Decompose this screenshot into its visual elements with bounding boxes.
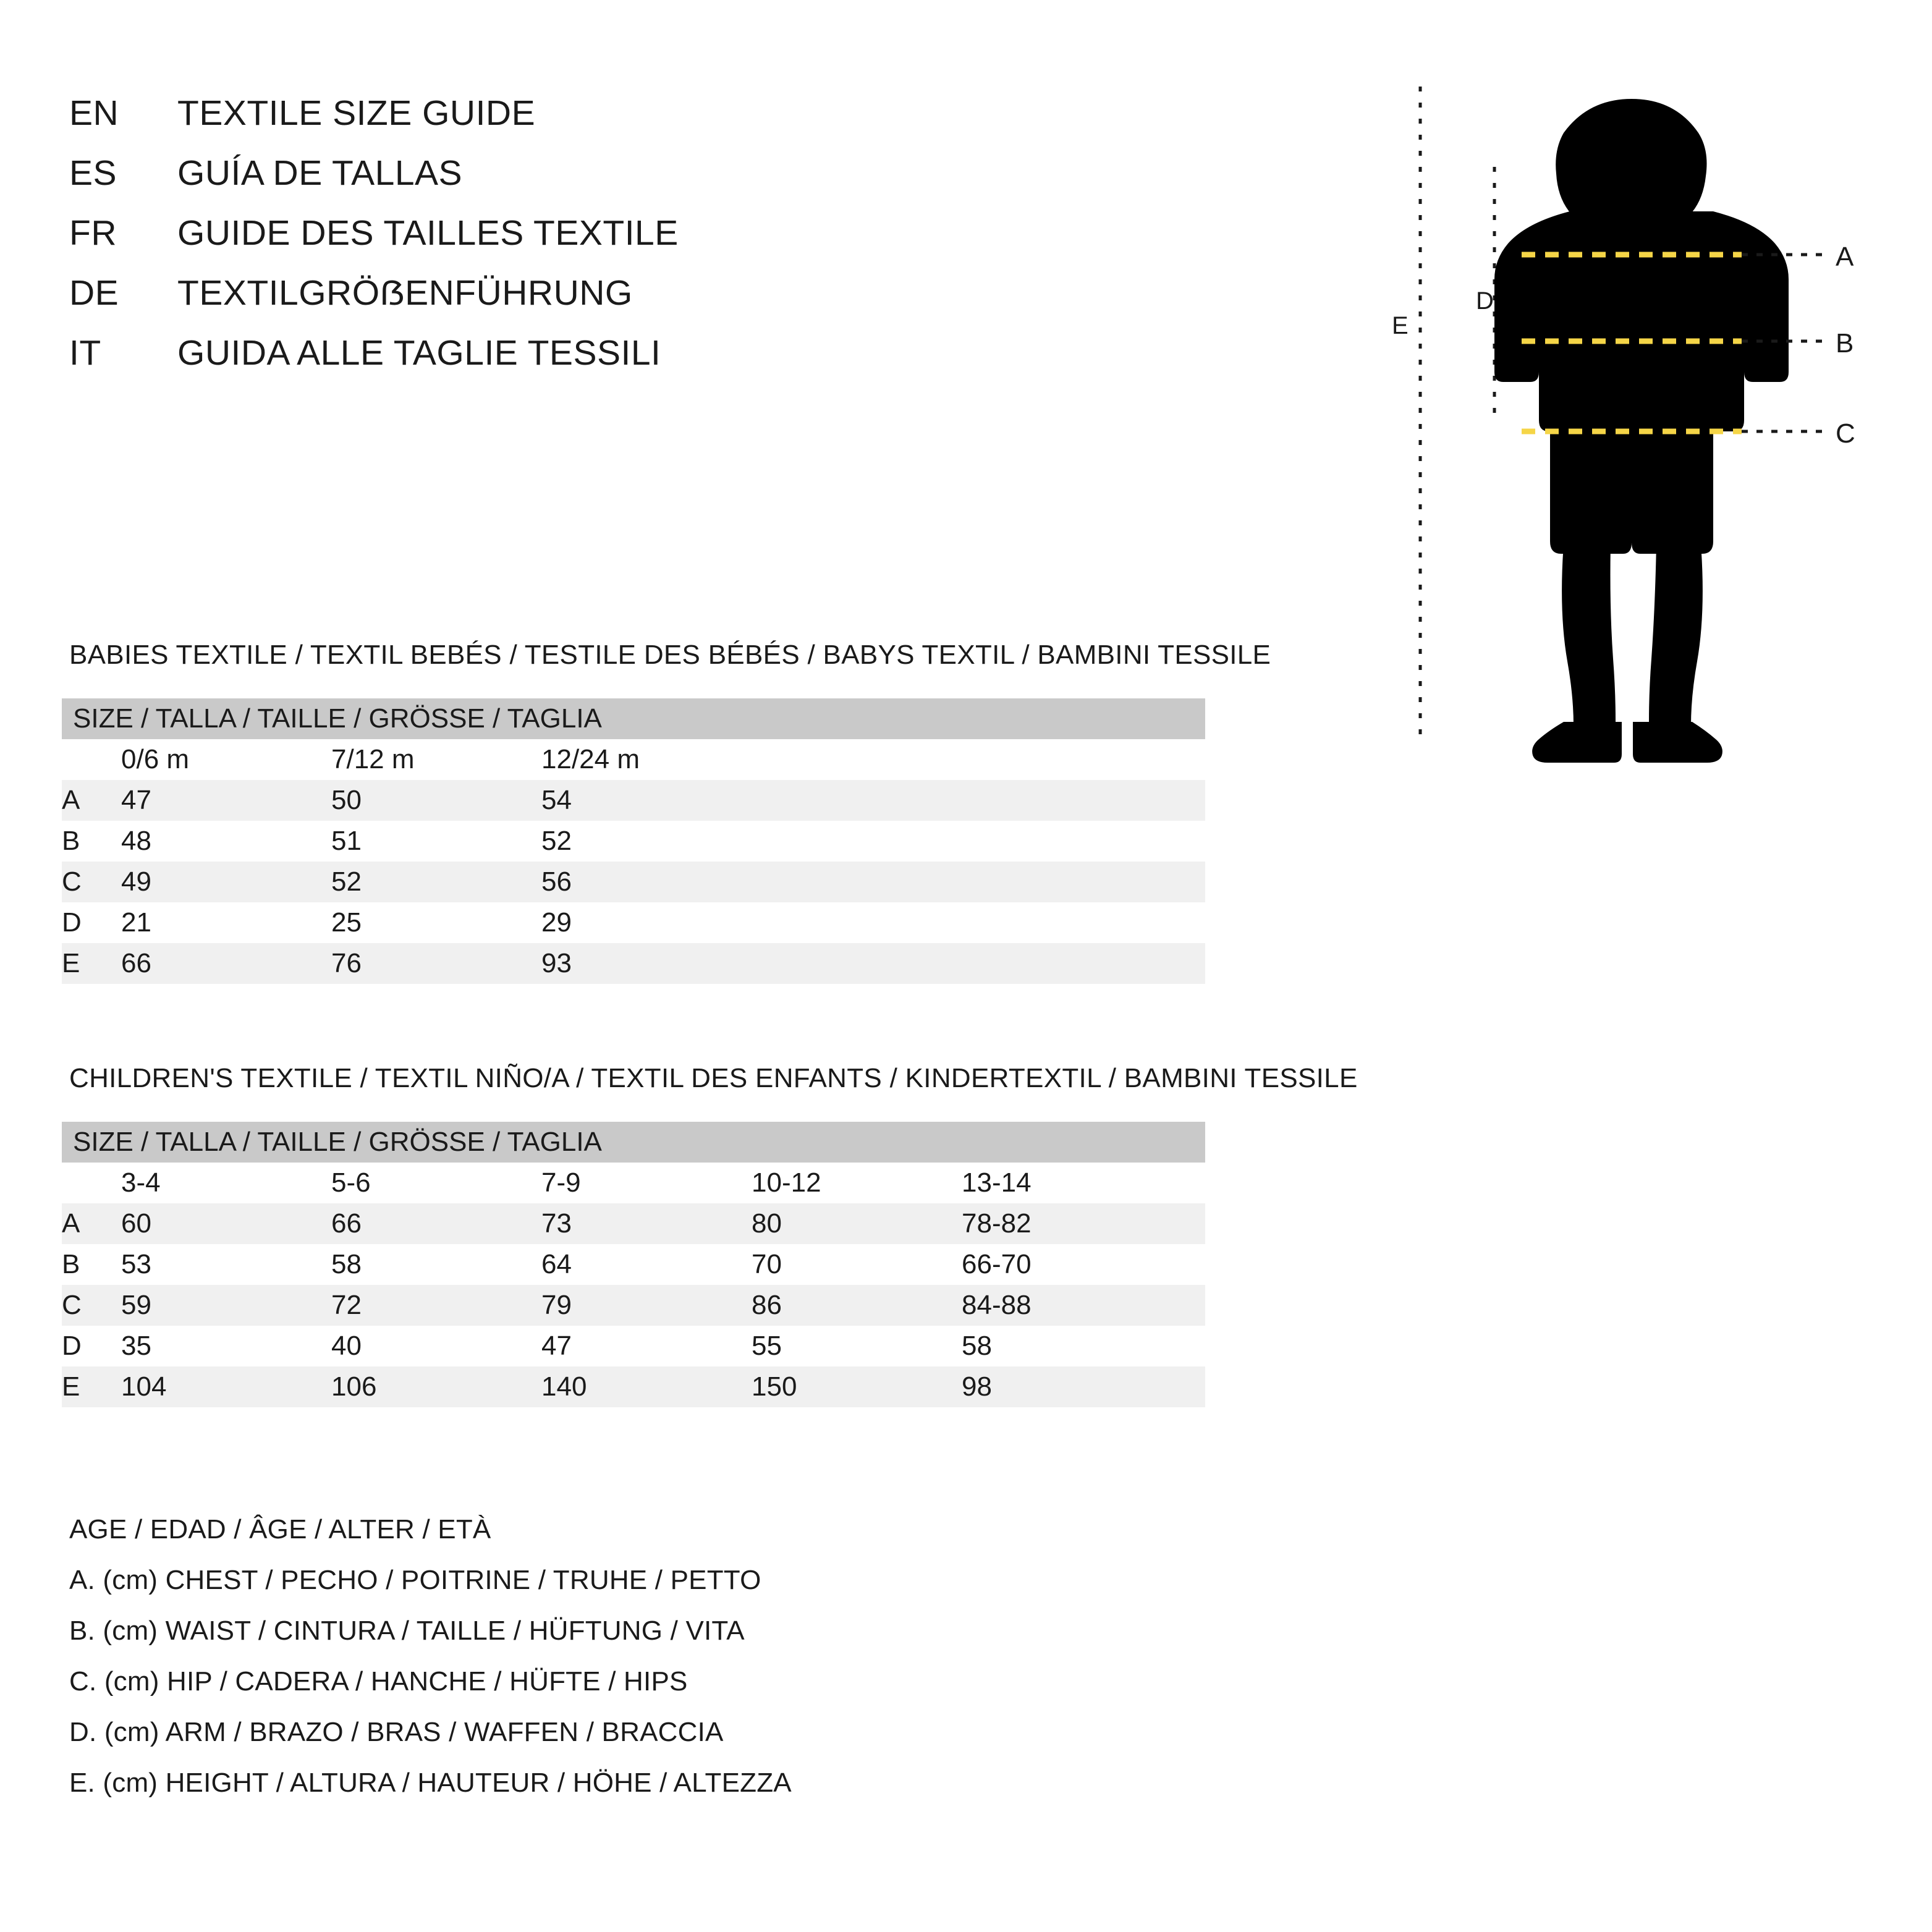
children-cell-a-2: 73 xyxy=(541,1203,752,1244)
table-row xyxy=(62,821,1205,862)
children-cell-a-3: 80 xyxy=(752,1203,962,1244)
table-row xyxy=(62,862,1205,902)
table-row xyxy=(62,1203,1205,1244)
children-cell-e-2: 140 xyxy=(541,1366,752,1407)
children-cell-c-3: 86 xyxy=(752,1285,962,1326)
children-cell-b-3: 70 xyxy=(752,1244,962,1285)
children-cell-e-3: 150 xyxy=(752,1366,962,1407)
legend-line-e: E. (cm) HEIGHT / ALTURA / HAUTEUR / HÖHE / ALTEZZA xyxy=(69,1768,792,1798)
legend-line-b: B. (cm) WAIST / CINTURA / TAILLE / HÜFTUNG / VITA xyxy=(69,1616,745,1646)
legend-title: AGE / EDAD / ÂGE / ALTER / ETÀ xyxy=(69,1514,491,1544)
children-row-label-d: D xyxy=(62,1326,121,1366)
title-block xyxy=(69,93,1182,392)
title-text-it: GUIDA ALLE TAGLIE TESSILI xyxy=(177,333,661,373)
babies-row-label-c: C xyxy=(62,862,121,902)
children-cell-d-3: 55 xyxy=(752,1326,962,1366)
legend-line-a: A. (cm) CHEST / PECHO / POITRINE / TRUHE / PETTO xyxy=(69,1565,761,1595)
title-text-de: TEXTILGRÖẞENFÜHRUNG xyxy=(177,273,633,313)
babies-col-1: 7/12 m xyxy=(331,739,541,780)
babies-cell-c-0: 49 xyxy=(121,862,331,902)
children-size-table xyxy=(62,1122,1205,1407)
figure-label-e: E xyxy=(1392,312,1409,339)
children-band-row xyxy=(62,1122,1205,1163)
children-cell-b-2: 64 xyxy=(541,1244,752,1285)
children-cell-a-1: 66 xyxy=(331,1203,541,1244)
title-row-en xyxy=(69,93,1182,153)
language-code-en: EN xyxy=(69,93,119,133)
figure-label-a: A xyxy=(1836,242,1854,272)
children-cell-c-1: 72 xyxy=(331,1285,541,1326)
babies-cell-e-1: 76 xyxy=(331,943,541,984)
babies-cell-d-2: 29 xyxy=(541,902,1205,943)
title-row-es xyxy=(69,153,1182,213)
figure-label-c: C xyxy=(1836,418,1855,449)
babies-row-label-e: E xyxy=(62,943,121,984)
table-row xyxy=(62,1326,1205,1366)
legend-block xyxy=(69,1514,1244,1818)
children-col-2: 7-9 xyxy=(541,1163,752,1203)
children-col-0: 3-4 xyxy=(121,1163,331,1203)
babies-row-label-a: A xyxy=(62,780,121,821)
children-cell-d-0: 35 xyxy=(121,1326,331,1366)
babies-cell-b-2: 52 xyxy=(541,821,1205,862)
babies-cell-a-1: 50 xyxy=(331,780,541,821)
babies-cell-b-0: 48 xyxy=(121,821,331,862)
title-row-it xyxy=(69,333,1182,392)
title-text-fr: GUIDE DES TAILLES TEXTILE xyxy=(177,213,679,253)
children-cell-c-4: 84-88 xyxy=(962,1285,1205,1326)
table-row xyxy=(62,902,1205,943)
children-row-label-b: B xyxy=(62,1244,121,1285)
children-band-label: SIZE / TALLA / TAILLE / GRÖSSE / TAGLIA xyxy=(62,1122,1205,1163)
legend-line-d: D. (cm) ARM / BRAZO / BRAS / WAFFEN / BRACCIA xyxy=(69,1717,724,1747)
children-cell-e-1: 106 xyxy=(331,1366,541,1407)
table-row xyxy=(62,1285,1205,1326)
table-row xyxy=(62,780,1205,821)
table-row xyxy=(62,1244,1205,1285)
babies-section-heading: BABIES TEXTILE / TEXTIL BEBÉS / TESTILE DES BÉBÉS / BABYS TEXTIL / BAMBINI TESSILE xyxy=(69,640,1271,670)
children-row-label-c: C xyxy=(62,1285,121,1326)
table-row xyxy=(62,943,1205,984)
children-col-4: 13-14 xyxy=(962,1163,1205,1203)
babies-cell-a-2: 54 xyxy=(541,780,1205,821)
children-column-header-row xyxy=(62,1163,1205,1203)
children-cell-d-2: 47 xyxy=(541,1326,752,1366)
babies-cell-d-0: 21 xyxy=(121,902,331,943)
children-cell-c-0: 59 xyxy=(121,1285,331,1326)
children-col-1: 5-6 xyxy=(331,1163,541,1203)
babies-band-row xyxy=(62,698,1205,739)
babies-cell-a-0: 47 xyxy=(121,780,331,821)
children-section-heading: CHILDREN'S TEXTILE / TEXTIL NIÑO/A / TEXTIL DES ENFANTS / KINDERTEXTIL / BAMBINI TESSILE xyxy=(69,1063,1358,1093)
babies-cell-d-1: 25 xyxy=(331,902,541,943)
children-cell-b-1: 58 xyxy=(331,1244,541,1285)
babies-row-label-d: D xyxy=(62,902,121,943)
title-text-en: TEXTILE SIZE GUIDE xyxy=(177,93,536,133)
children-cell-b-4: 66-70 xyxy=(962,1244,1205,1285)
children-cell-d-4: 58 xyxy=(962,1326,1205,1366)
children-cell-e-0: 104 xyxy=(121,1366,331,1407)
language-code-es: ES xyxy=(69,153,117,193)
title-row-fr xyxy=(69,213,1182,273)
babies-cell-e-0: 66 xyxy=(121,943,331,984)
babies-cell-c-1: 52 xyxy=(331,862,541,902)
children-cell-d-1: 40 xyxy=(331,1326,541,1366)
title-text-es: GUÍA DE TALLAS xyxy=(177,153,463,193)
children-cell-a-4: 78-82 xyxy=(962,1203,1205,1244)
babies-col-2: 12/24 m xyxy=(541,739,1205,780)
language-code-de: DE xyxy=(69,273,119,313)
babies-row-label-b: B xyxy=(62,821,121,862)
language-code-it: IT xyxy=(69,333,101,373)
legend-line-c: C. (cm) HIP / CADERA / HANCHE / HÜFTE / HIPS xyxy=(69,1666,688,1697)
measurement-figure xyxy=(1378,74,1897,766)
title-row-de xyxy=(69,273,1182,333)
children-cell-c-2: 79 xyxy=(541,1285,752,1326)
language-code-fr: FR xyxy=(69,213,117,253)
children-row-label-a: A xyxy=(62,1203,121,1244)
table-row xyxy=(62,1366,1205,1407)
babies-band-label: SIZE / TALLA / TAILLE / GRÖSSE / TAGLIA xyxy=(62,698,1205,739)
babies-corner-cell xyxy=(62,739,121,780)
children-row-label-e: E xyxy=(62,1366,121,1407)
babies-size-table xyxy=(62,698,1205,984)
babies-column-header-row xyxy=(62,739,1205,780)
babies-cell-b-1: 51 xyxy=(331,821,541,862)
babies-cell-c-2: 56 xyxy=(541,862,1205,902)
children-cell-b-0: 53 xyxy=(121,1244,331,1285)
babies-col-0: 0/6 m xyxy=(121,739,331,780)
children-corner-cell xyxy=(62,1163,121,1203)
children-cell-a-0: 60 xyxy=(121,1203,331,1244)
children-col-3: 10-12 xyxy=(752,1163,962,1203)
babies-cell-e-2: 93 xyxy=(541,943,1205,984)
figure-label-b: B xyxy=(1836,328,1854,358)
figure-label-d: D xyxy=(1476,287,1494,315)
children-cell-e-4: 98 xyxy=(962,1366,1205,1407)
